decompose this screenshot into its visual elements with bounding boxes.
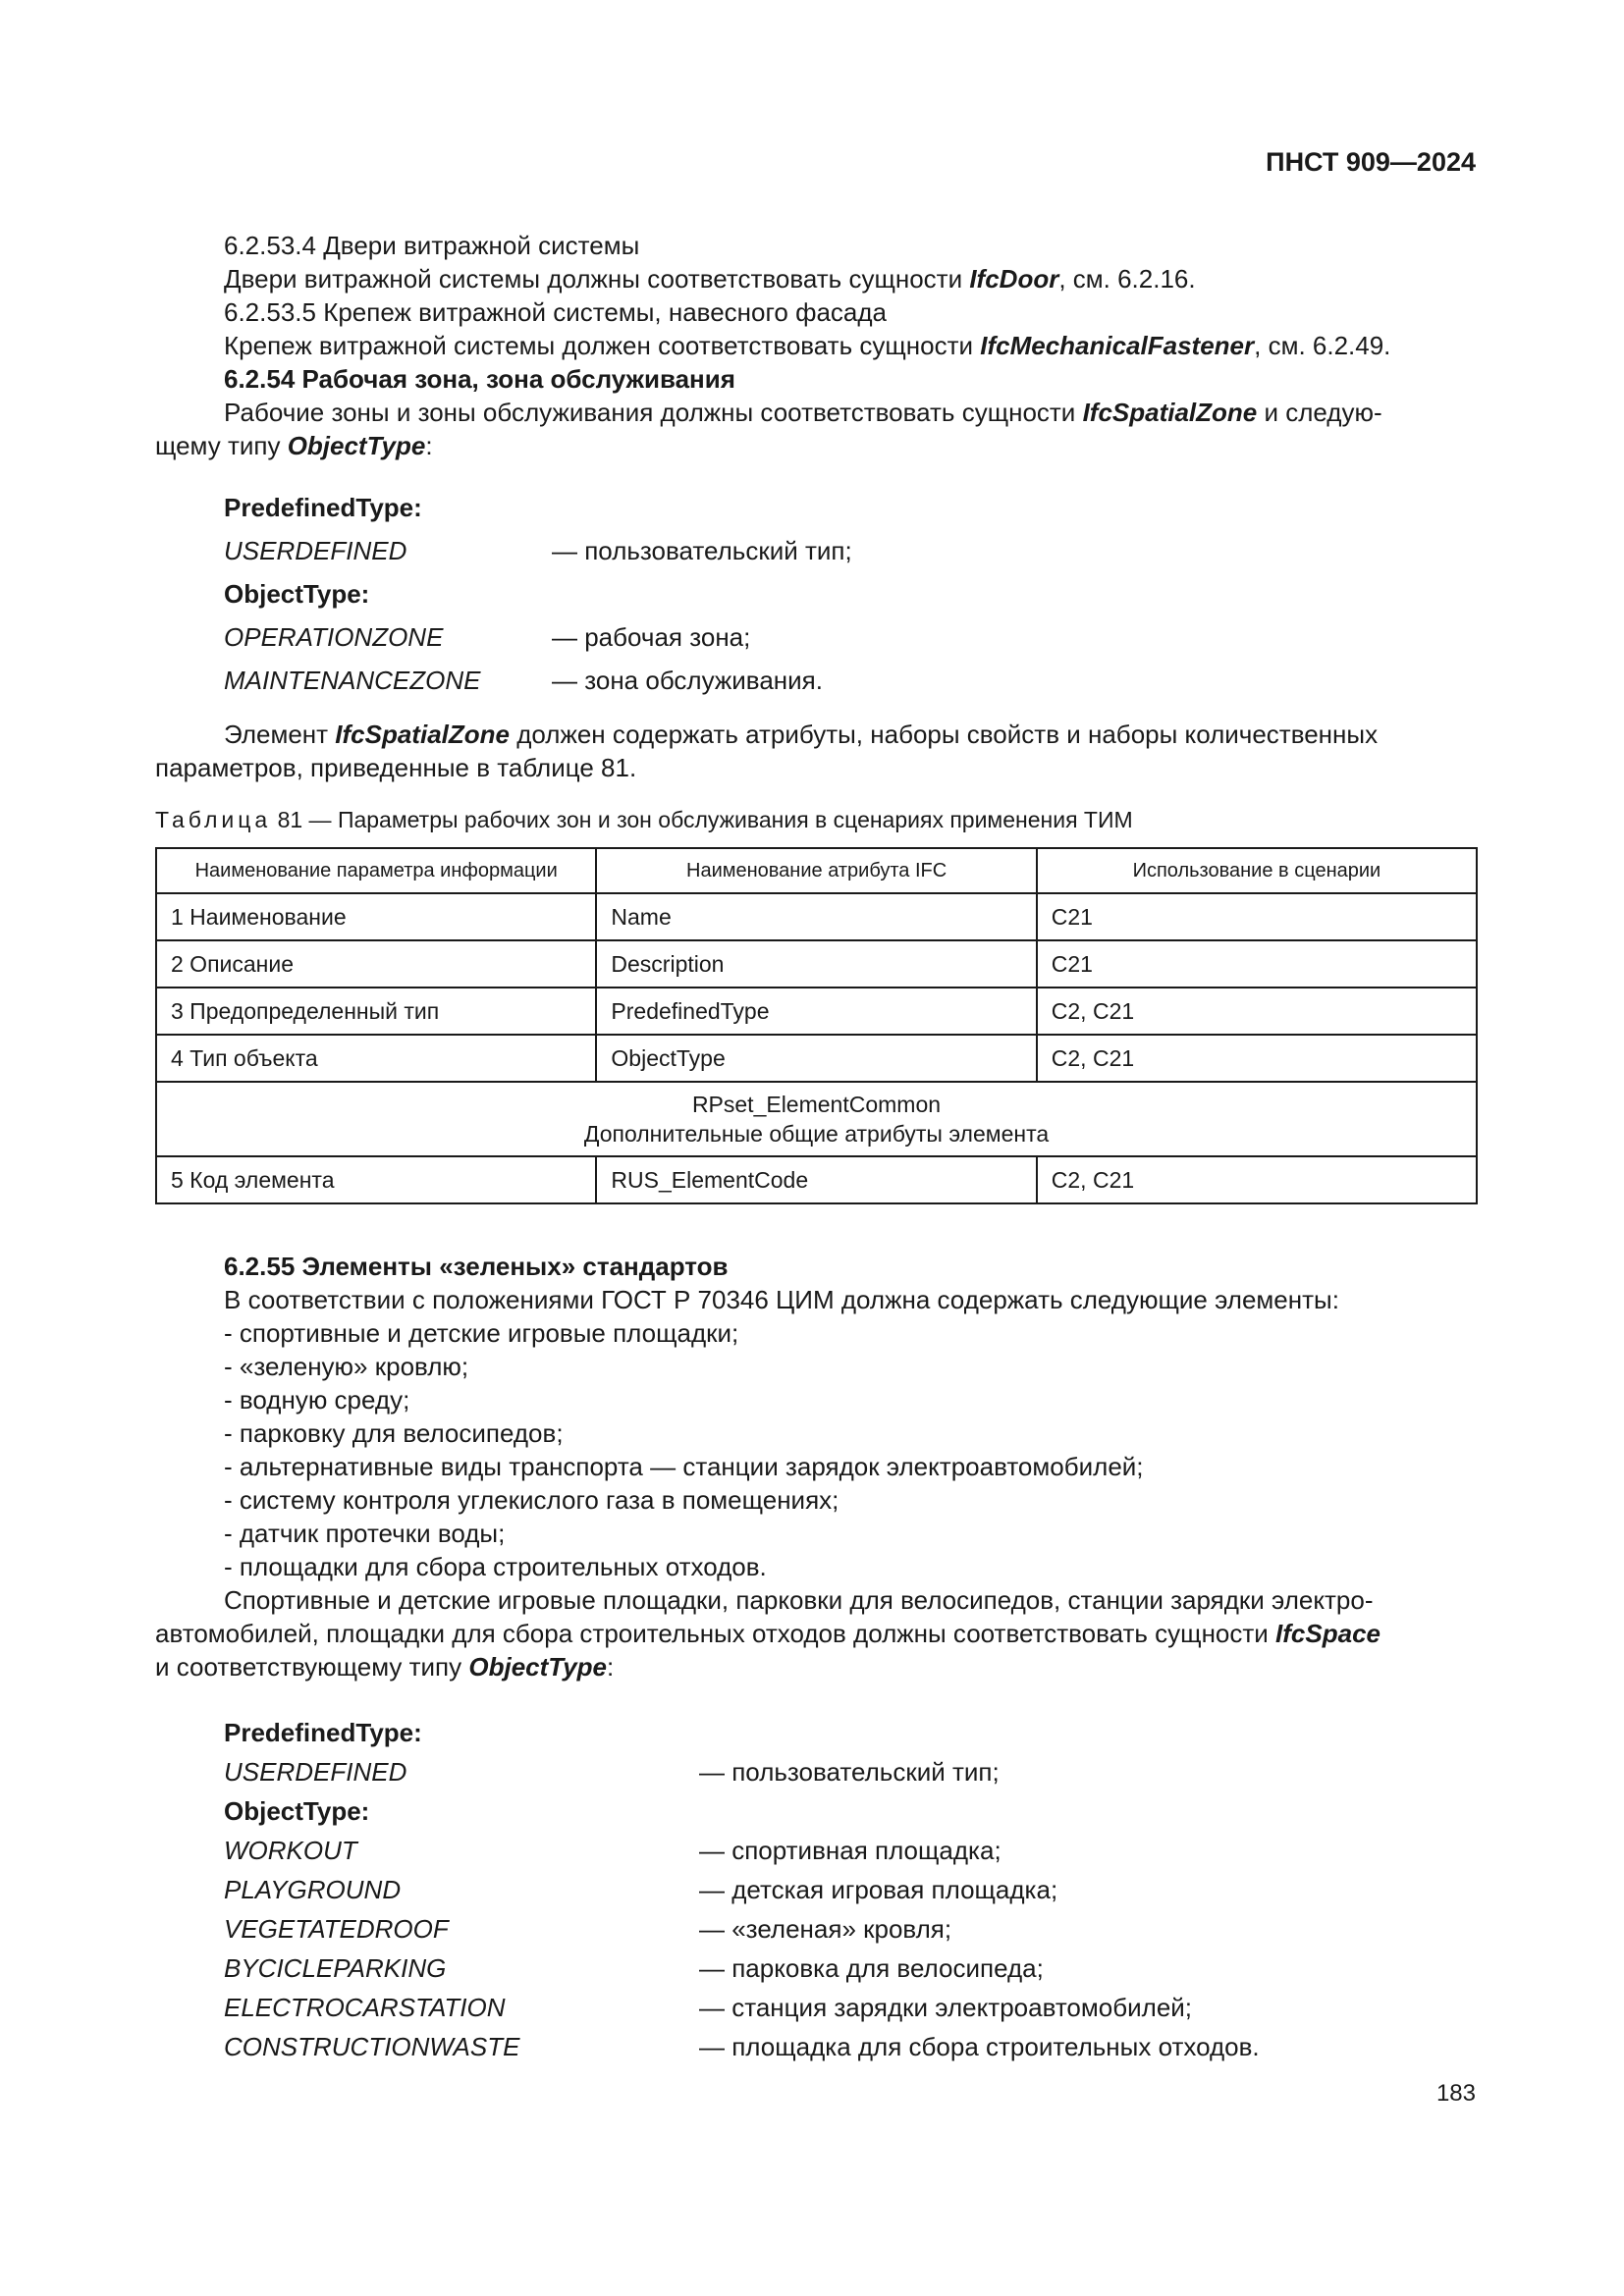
table-group-row bbox=[156, 1082, 1477, 1156]
section-heading-6-2-55: 6.2.55 Элементы «зеленых» стандартов bbox=[224, 1252, 729, 1281]
group-cell bbox=[156, 1082, 1477, 1156]
section-heading-6-2-53-5: 6.2.53.5 Крепеж витражной системы, навесного фасада bbox=[224, 297, 888, 327]
table-row bbox=[156, 893, 1477, 940]
cell-usage: C2, C21 bbox=[1037, 988, 1477, 1035]
desc-maintenancezone: — зона обслуживания. bbox=[552, 666, 823, 695]
parameters-table bbox=[155, 847, 1478, 1204]
list-item: - систему контроля углекислого газа в помещениях; bbox=[224, 1485, 839, 1515]
term-playground: PLAYGROUND bbox=[224, 1875, 402, 1904]
paragraph-space-line2: автомобилей, площадки для сбора строительных отходов должны соответствовать сущности IfcSpace bbox=[155, 1619, 1380, 1648]
desc-vegetatedroof: — «зеленая» кровля; bbox=[699, 1914, 952, 1944]
cell-attribute: ObjectType bbox=[596, 1035, 1036, 1082]
header-ifc-attribute: Наименование атрибута IFC bbox=[596, 848, 1036, 893]
cell-attribute: Description bbox=[596, 940, 1036, 988]
paragraph-zones-line2: щему типу ObjectType: bbox=[155, 431, 433, 460]
desc-userdefined: — пользовательский тип; bbox=[699, 1757, 1000, 1787]
table-row bbox=[156, 988, 1477, 1035]
cell-attribute: PredefinedType bbox=[596, 988, 1036, 1035]
desc-electrocarstation: — станция зарядки электроавтомобилей; bbox=[699, 1993, 1193, 2022]
table-row bbox=[156, 1035, 1477, 1082]
type-objecttype: ObjectType bbox=[287, 431, 426, 460]
term-userdefined: USERDEFINED bbox=[224, 536, 407, 565]
term-vegetatedroof: VEGETATEDROOF bbox=[224, 1914, 449, 1944]
section-heading-6-2-53-4: 6.2.53.4 Двери витражной системы bbox=[224, 231, 640, 260]
entity-ifcspace: IfcSpace bbox=[1275, 1619, 1380, 1648]
cell-param: 1 Наименование bbox=[156, 893, 596, 940]
header-param-name: Наименование параметра информации bbox=[156, 848, 596, 893]
objecttype-label: ObjectType: bbox=[224, 579, 370, 609]
objecttype-label: ObjectType: bbox=[224, 1796, 370, 1826]
cell-param: 2 Описание bbox=[156, 940, 596, 988]
term-bycicleparking: BYCICLEPARKING bbox=[224, 1953, 447, 1983]
desc-operationzone: — рабочая зона; bbox=[552, 622, 751, 652]
list-item: - спортивные и детские игровые площадки; bbox=[224, 1318, 739, 1348]
desc-userdefined: — пользовательский тип; bbox=[552, 536, 852, 565]
entity-ifcspatialzone-2: IfcSpatialZone bbox=[335, 720, 510, 749]
document-id: ПНСТ 909—2024 bbox=[1266, 147, 1476, 177]
table-row bbox=[156, 1156, 1477, 1203]
cell-usage: C2, C21 bbox=[1037, 1035, 1477, 1082]
list-item: - парковку для велосипедов; bbox=[224, 1418, 564, 1448]
cell-attribute: Name bbox=[596, 893, 1036, 940]
paragraph-element-line1: Элемент IfcSpatialZone должен содержать атрибуты, наборы свойств и наборы количественных bbox=[224, 720, 1379, 749]
paragraph-space-line1: Спортивные и детские игровые площадки, парковки для велосипедов, станции зарядки электро- bbox=[224, 1585, 1374, 1615]
paragraph-fastener: Крепеж витражной системы должен соответствовать сущности IfcMechanicalFastener, см. 6.2.49. bbox=[224, 331, 1391, 360]
list-item: - площадки для сбора строительных отходов. bbox=[224, 1552, 767, 1581]
table-row bbox=[156, 940, 1477, 988]
section-heading-6-2-54: 6.2.54 Рабочая зона, зона обслуживания bbox=[224, 364, 735, 394]
page-number: 183 bbox=[1435, 2080, 1476, 2107]
paragraph-zones-line1: Рабочие зоны и зоны обслуживания должны соответствовать сущности IfcSpatialZone и следую- bbox=[224, 398, 1382, 427]
entity-ifcdoor: IfcDoor bbox=[969, 264, 1059, 294]
term-maintenancezone: MAINTENANCEZONE bbox=[224, 666, 481, 695]
term-electrocarstation: ELECTROCARSTATION bbox=[224, 1993, 506, 2022]
paragraph-space-line3: и соответствующему типу ObjectType: bbox=[155, 1652, 615, 1682]
cell-usage: C2, C21 bbox=[1037, 1156, 1477, 1203]
entity-ifcspatialzone: IfcSpatialZone bbox=[1082, 398, 1258, 427]
header-scenario-usage: Использование в сценарии bbox=[1037, 848, 1477, 893]
list-item: - датчик протечки воды; bbox=[224, 1519, 506, 1548]
term-userdefined: USERDEFINED bbox=[224, 1757, 407, 1787]
group-pset-name: RPset_ElementCommon bbox=[691, 1092, 942, 1117]
cell-param: 4 Тип объекта bbox=[156, 1035, 596, 1082]
term-workout: WORKOUT bbox=[224, 1836, 357, 1865]
table-header-row bbox=[156, 848, 1477, 893]
cell-attribute: RUS_ElementCode bbox=[596, 1156, 1036, 1203]
term-operationzone: OPERATIONZONE bbox=[224, 622, 444, 652]
cell-param: 3 Предопределенный тип bbox=[156, 988, 596, 1035]
cell-usage: C21 bbox=[1037, 893, 1477, 940]
paragraph-green-intro: В соответствии с положениями ГОСТ Р 70346 ЦИМ должна содержать следующие элементы: bbox=[224, 1285, 1339, 1314]
table-caption: Таблица 81 — Параметры рабочих зон и зон обслуживания в сценариях применения ТИМ bbox=[155, 807, 1133, 832]
list-item: - водную среду; bbox=[224, 1385, 410, 1415]
entity-ifcmechanicalfastener: IfcMechanicalFastener bbox=[980, 331, 1255, 360]
cell-usage: C21 bbox=[1037, 940, 1477, 988]
type-objecttype-2: ObjectType bbox=[468, 1652, 608, 1682]
desc-bycicleparking: — парковка для велосипеда; bbox=[699, 1953, 1044, 1983]
group-pset-description: Дополнительные общие атрибуты элемента bbox=[583, 1121, 1050, 1147]
list-item: - «зеленую» кровлю; bbox=[224, 1352, 469, 1381]
predefined-type-label: PredefinedType: bbox=[224, 493, 422, 522]
paragraph-doors: Двери витражной системы должны соответствовать сущности IfcDoor, см. 6.2.16. bbox=[224, 264, 1196, 294]
predefined-type-label: PredefinedType: bbox=[224, 1718, 422, 1747]
list-item: - альтернативные виды транспорта — станции зарядок электроавтомобилей; bbox=[224, 1452, 1144, 1481]
paragraph-element-line2: параметров, приведенные в таблице 81. bbox=[155, 753, 637, 782]
desc-constructionwaste: — площадка для сбора строительных отходов. bbox=[699, 2032, 1260, 2061]
desc-playground: — детская игровая площадка; bbox=[699, 1875, 1058, 1904]
cell-param: 5 Код элемента bbox=[156, 1156, 596, 1203]
term-constructionwaste: CONSTRUCTIONWASTE bbox=[224, 2032, 520, 2061]
desc-workout: — спортивная площадка; bbox=[699, 1836, 1001, 1865]
